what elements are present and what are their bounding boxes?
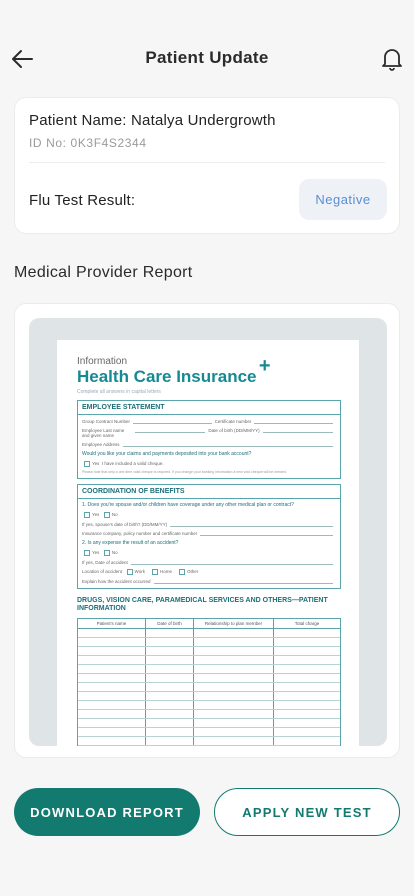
patient-id: ID No: 0K3F4S2344 <box>29 136 147 150</box>
work-label: Work <box>134 569 145 574</box>
patient-table <box>77 618 341 746</box>
dob-label: Date of birth (DD/MM/YY) <box>208 428 260 433</box>
explain-label: Explain how the accident occurred <box>82 579 151 584</box>
checkbox-icon <box>84 461 90 467</box>
doc-subtitle: Complete all answers in capital letters <box>77 389 161 395</box>
bank-question: Would you like your claims and payments deposited into your bank account? <box>82 451 252 457</box>
no-label: No <box>111 550 118 555</box>
table-row <box>78 683 340 692</box>
cheque-note: Please note that only a one-time valid cheque is required. If you change your banking information a new void cheque will be needed. <box>82 470 287 474</box>
checkbox-icon <box>179 569 185 575</box>
spouse-dob-label: If yes, spouse's date of birth? (DD/MM/YY) <box>82 522 168 527</box>
checkbox-icon <box>152 569 158 575</box>
report-preview[interactable] <box>29 318 387 746</box>
other-label: Other <box>187 569 199 574</box>
form-row <box>82 512 336 518</box>
form-row <box>82 531 336 536</box>
bell-icon[interactable] <box>380 46 404 72</box>
yes-label: Yes <box>92 461 100 466</box>
form-row <box>82 560 336 565</box>
patient-info-card <box>14 97 400 234</box>
form-row <box>82 419 336 424</box>
flu-result-badge: Negative <box>299 179 387 220</box>
checkbox-icon <box>127 569 133 575</box>
patient-name: Patient Name: Natalya Undergrowth <box>29 112 276 129</box>
table-row <box>78 647 340 656</box>
app-header <box>0 40 414 76</box>
form-row <box>82 569 336 575</box>
form-row <box>82 442 336 447</box>
address-label: Employee Address <box>82 442 120 447</box>
table-row <box>78 638 340 647</box>
doc-title-text: Health Care Insurance <box>77 367 257 386</box>
form-row <box>82 428 336 438</box>
insurance-label: Insurance company, policy number and certificate number <box>82 531 198 536</box>
table-row <box>78 710 340 719</box>
no-label: No <box>111 512 118 517</box>
group-contract-label: Group Contract Number <box>82 419 131 424</box>
form-row <box>82 461 336 467</box>
table-row <box>78 719 340 728</box>
accident-date-label: If yes, Date of accident <box>82 560 128 565</box>
table-header-cell: Patient's name <box>78 619 146 628</box>
last-name-label: Employee Last name and given name <box>82 428 125 438</box>
download-report-button[interactable]: DOWNLOAD REPORT <box>14 788 200 836</box>
checkbox-icon <box>84 550 90 556</box>
table-row <box>78 656 340 665</box>
apply-new-test-button[interactable]: APPLY NEW TEST <box>214 788 400 836</box>
doc-info: Information <box>77 356 128 367</box>
certificate-label: Certificate number <box>214 419 252 424</box>
location-label: Location of accident <box>82 569 123 574</box>
page-title: Patient Update <box>145 48 269 67</box>
checkbox-icon <box>104 550 110 556</box>
yes-label: Yes <box>92 550 100 555</box>
plus-icon: + <box>258 355 271 377</box>
drugs-heading: DRUGS, VISION CARE, PARAMEDICAL SERVICES AND OTHERS—PATIENT INFORMATION <box>77 597 328 612</box>
coordination-heading: COORDINATION OF BENEFITS <box>78 485 340 499</box>
table-header-cell: Date of birth <box>146 619 194 628</box>
coverage-question: 1. Does you're spouse and/or children have coverage under any other medical plan or contract? <box>82 502 294 508</box>
report-card[interactable] <box>14 303 400 758</box>
flu-test-label: Flu Test Result: <box>29 192 136 209</box>
form-row <box>82 579 336 584</box>
employee-statement-box <box>77 400 341 479</box>
table-header-cell: Total charge <box>294 621 320 626</box>
accident-question: 2. Is any expense the result of an accident? <box>82 540 179 546</box>
table-row <box>78 737 340 746</box>
table-header-cell: Relationship to plan member <box>194 619 274 628</box>
yes-label: Yes <box>92 512 100 517</box>
divider <box>29 162 385 163</box>
table-row <box>78 665 340 674</box>
employee-statement-heading: EMPLOYEE STATEMENT <box>78 401 340 415</box>
table-row <box>78 701 340 710</box>
table-row <box>78 629 340 638</box>
table-row <box>78 728 340 737</box>
table-row <box>78 674 340 683</box>
checkbox-icon <box>84 512 90 518</box>
table-header <box>78 619 340 629</box>
coordination-box <box>77 484 341 589</box>
form-row <box>82 550 336 556</box>
section-title: Medical Provider Report <box>14 264 193 281</box>
checkbox-icon <box>104 512 110 518</box>
cheque-label: I have included a valid cheque. <box>101 461 164 466</box>
table-row <box>78 692 340 701</box>
home-label: Home <box>159 569 172 574</box>
report-document <box>57 340 359 746</box>
form-row <box>82 522 336 527</box>
